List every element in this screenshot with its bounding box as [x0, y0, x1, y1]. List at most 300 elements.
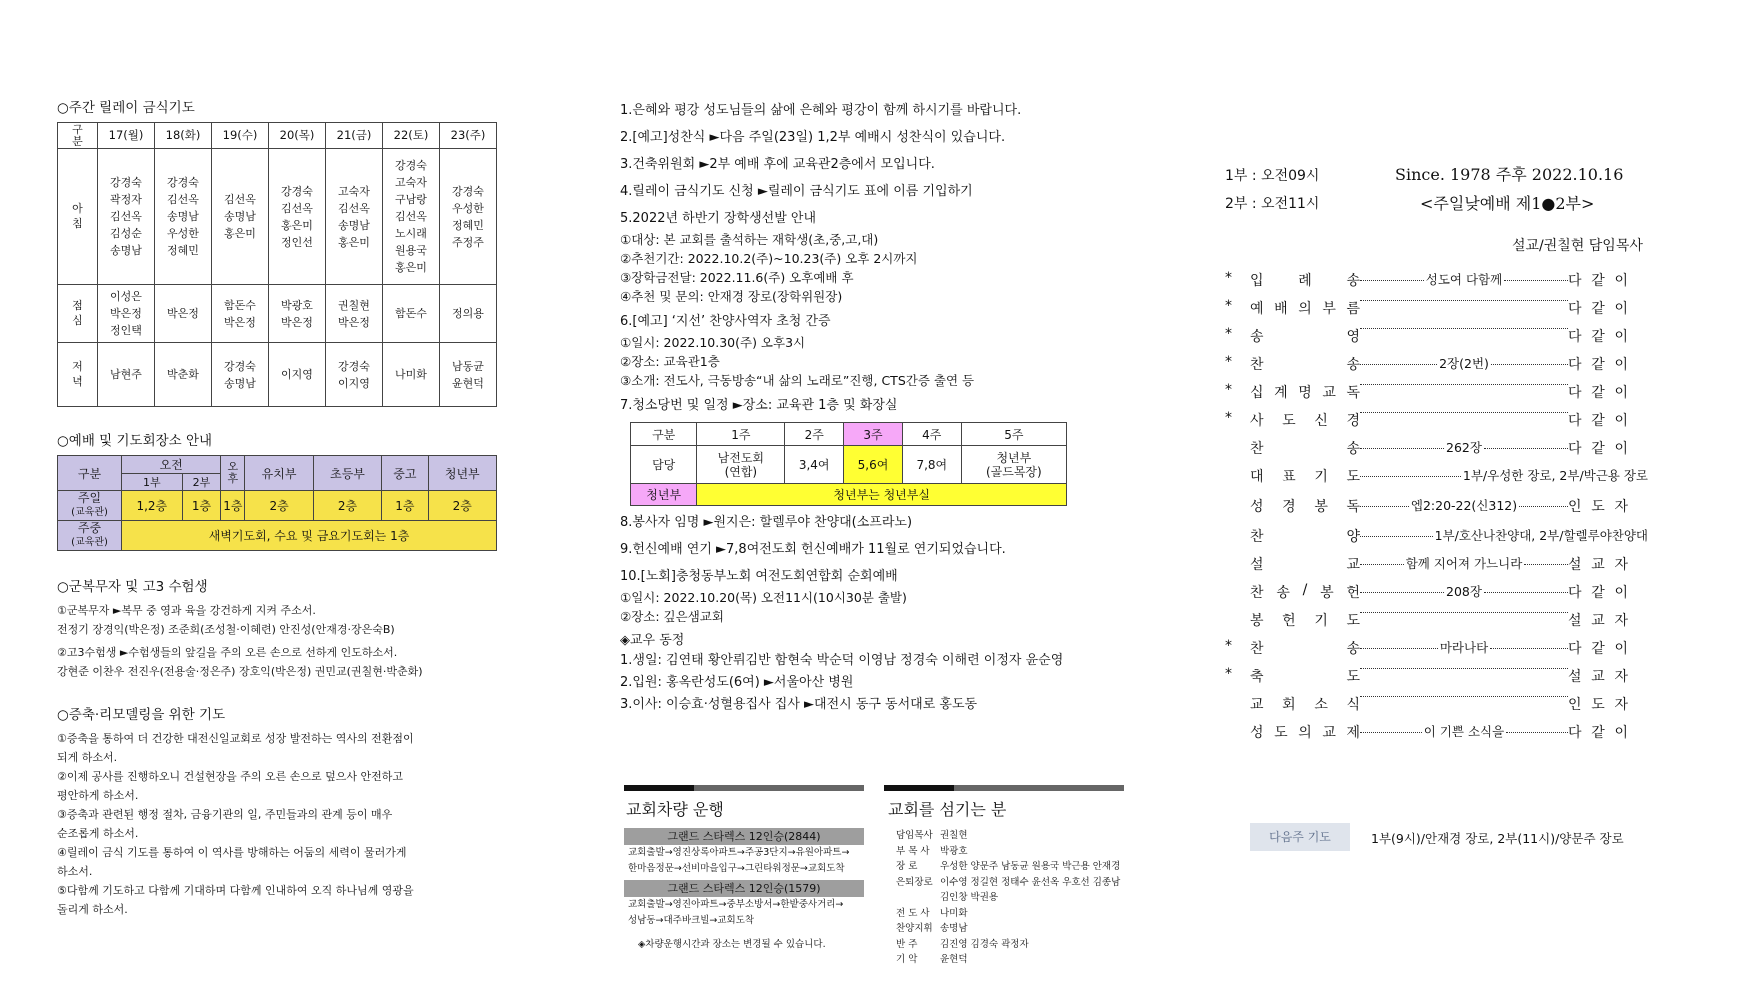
- relay-name: 노시래: [395, 227, 427, 240]
- relay-cell: [383, 285, 440, 343]
- car-section: [624, 785, 864, 953]
- relay-cell: [326, 285, 383, 343]
- remodel-line: 순조롭게 하소서.: [57, 827, 139, 840]
- relay-cell: [440, 149, 497, 285]
- next-week-prayer-label: 다음주 기도: [1250, 823, 1350, 851]
- relay-cell: [212, 285, 269, 343]
- notice-text: 6.[예고] ‘지선’ 찬양사역자 초청 간증: [620, 314, 831, 329]
- order-dots: [1358, 298, 1570, 301]
- order-leader: 다 같 이: [1568, 585, 1628, 601]
- clean-youth-label: 청년부: [631, 484, 697, 506]
- relay-cell: [155, 343, 212, 407]
- order-dots: [1358, 582, 1570, 600]
- member-title: ◈교우 동정: [620, 633, 685, 648]
- clean-head: 1주: [697, 423, 785, 446]
- order-name: 성 경 봉 독: [1250, 499, 1360, 515]
- relay-name: 송명남: [224, 376, 256, 390]
- staff-names: 송명남: [940, 923, 968, 934]
- relay-cell: [155, 285, 212, 343]
- relay-cell: [212, 149, 269, 285]
- clean-head: 5주: [961, 423, 1066, 446]
- route2-line: 교회출발→영진아파트→중부소방서→한밭중사거리→: [628, 899, 844, 910]
- order-leader: 다 같 이: [1568, 641, 1628, 657]
- order-name: 사 도 신 경: [1250, 413, 1360, 429]
- wor-bu2: 2부: [182, 474, 221, 491]
- relay-name: 강경숙: [167, 176, 199, 189]
- clean-cell: 7,8여: [902, 446, 961, 484]
- notice-item: [620, 539, 1120, 561]
- order-leader: 인 도 자: [1568, 499, 1628, 515]
- relay-name: 송명남: [224, 210, 256, 223]
- relay-name: 정의용: [452, 307, 484, 320]
- service-time-2: 2부 : 오전11시: [1225, 196, 1320, 212]
- clean-head-highlight: 3주: [844, 423, 903, 446]
- staff-names: 이수영 정길현 정태수 윤선옥 우호선 김종남: [940, 876, 1121, 888]
- asterisk: *: [1225, 638, 1232, 654]
- relay-name: 김선옥: [110, 210, 142, 223]
- staff-names: 김진영 김경숙 곽정자: [940, 938, 1029, 950]
- order-leader: 인 도 자: [1568, 697, 1628, 713]
- wor-row2-text: 새벽기도회, 수요 및 금요기도회는 1층: [122, 521, 497, 551]
- soldier-title: ○군복무자 및 고3 수험생: [57, 579, 208, 595]
- order-dots: [1358, 610, 1570, 613]
- order-row: [1225, 410, 1655, 432]
- notice-sub: ③장학금전달: 2022.11.6(주) 오후예배 후: [620, 270, 854, 285]
- order-name: 예 배 의 부 름: [1250, 301, 1360, 317]
- relay-name: 홍은미: [338, 235, 370, 249]
- staff-row: [896, 937, 1124, 953]
- relay-cell: [383, 343, 440, 407]
- order-dots: [1358, 666, 1570, 669]
- remodel-title: ○증축·리모델링을 위한 기도: [57, 707, 226, 723]
- order-dots: [1358, 722, 1570, 740]
- notice-item: [620, 181, 1120, 203]
- staff-role: 담임목사: [896, 830, 933, 841]
- relay-name: 박은정: [338, 315, 370, 329]
- staff-row: [896, 828, 1124, 844]
- relay-cell: [269, 285, 326, 343]
- relay-cell: [98, 149, 155, 285]
- relay-name: 강경숙: [224, 359, 256, 373]
- relay-name: 원용국: [395, 244, 427, 257]
- relay-name: 김선옥: [281, 201, 313, 215]
- middle-panel: [620, 100, 1120, 716]
- notice-sub: ②추천기간: 2022.10.2(주)~10.23(주) 오후 2시까지: [620, 251, 918, 266]
- order-leader: 설 교 자: [1568, 669, 1628, 685]
- relay-cell: [440, 343, 497, 407]
- relay-name: 박춘화: [167, 368, 199, 381]
- wor-ohu: 오후: [221, 456, 245, 491]
- order-name: 봉 헌 기 도: [1250, 613, 1360, 629]
- notice-text: 3.건축위원회 ►2부 예배 후에 교육관2층에서 모입니다.: [620, 157, 935, 172]
- order-row: [1225, 526, 1655, 548]
- order-row: [1225, 694, 1655, 716]
- relay-day-header: 21(금): [326, 123, 383, 149]
- relay-name: 홍은미: [224, 227, 256, 240]
- staff-title: 교회를 섬기는 분: [888, 800, 1007, 819]
- relay-name: 김선옥: [167, 193, 199, 206]
- staff-list: [884, 828, 1124, 968]
- member-line: 3.이사: 이승효·성혈용집사 집사 ►대전시 동구 동서대로 홍도동: [620, 697, 978, 712]
- order-dots: [1358, 382, 1570, 385]
- relay-name: 박은정: [110, 307, 142, 320]
- order-name: 교 회 소 식: [1250, 697, 1360, 713]
- relay-name: 송명남: [110, 244, 142, 257]
- clean-cell-highlight: 5,6여: [844, 446, 903, 484]
- relay-name: 정혜민: [452, 218, 484, 232]
- cleaning-table: [630, 422, 1067, 506]
- notice-text: 5.2022년 하반기 장학생선발 안내: [620, 211, 817, 226]
- notice-item: [620, 154, 1120, 176]
- relay-name: 김선옥: [395, 210, 427, 223]
- relay-day-header: 23(주): [440, 123, 497, 149]
- left-panel: [57, 96, 517, 919]
- relay-name: 고숙자: [338, 184, 370, 198]
- relay-cell: [212, 343, 269, 407]
- order-row: [1225, 438, 1655, 460]
- staff-bar: [884, 785, 1124, 791]
- order-detail: 이 기쁜 소식을: [1423, 724, 1505, 739]
- relay-name: 송명남: [167, 210, 199, 223]
- notice-text: 10.[노회]충청동부노회 여전도회연합회 순회예배: [620, 569, 898, 584]
- wor-cheongnyeon: 청년부: [428, 456, 497, 491]
- relay-cell: [98, 343, 155, 407]
- order-name: 송 영: [1250, 329, 1360, 345]
- soldier-line: ①군복무자 ►복무 중 영과 육을 강건하게 지켜 주소서.: [57, 604, 316, 617]
- relay-day-header: 18(화): [155, 123, 212, 149]
- wor-cell: 1층: [382, 491, 428, 521]
- notice-list: [620, 100, 1120, 417]
- notice-text: 8.봉사자 임명 ►원지은: 할렐루야 찬양대(소프라노): [620, 515, 913, 530]
- staff-row: [896, 844, 1124, 860]
- order-leader: 다 같 이: [1568, 273, 1628, 289]
- remodel-list: [57, 729, 517, 919]
- order-detail: 2장(2번): [1439, 356, 1489, 371]
- relay-name: 홍은미: [395, 261, 427, 274]
- notice-text: 7.청소당번 및 일정 ►장소: 교육관 1층 및 화장실: [620, 398, 898, 413]
- order-name: 축 도: [1250, 669, 1360, 685]
- order-dots: [1358, 638, 1570, 656]
- staff-row: [896, 921, 1124, 937]
- notice-text: 1.은혜와 평강 성도님들의 삶에 은혜와 평강이 함께 하시기를 바랍니다.: [620, 103, 1022, 118]
- order-dots: [1358, 554, 1570, 572]
- asterisk: *: [1225, 298, 1232, 314]
- clean-row-label: 담당: [631, 446, 697, 484]
- notice-list-2: [620, 512, 1120, 626]
- car2-label: 그랜드 스타렉스 12인승(1579): [624, 880, 864, 897]
- order-row: [1225, 496, 1655, 518]
- route1-line: 한마음정문→선비마을입구→그린타워정문→교회도착: [628, 863, 845, 874]
- staff-names: 김인창 박권용: [940, 892, 999, 903]
- relay-name: 박은정: [167, 307, 199, 320]
- order-row: [1225, 354, 1655, 376]
- relay-name: 권칠현: [338, 298, 370, 312]
- relay-name: 남동균: [452, 359, 484, 373]
- relay-name: 이지영: [281, 368, 313, 381]
- order-detail: 208장: [1446, 584, 1482, 599]
- order-name: 찬 송: [1250, 641, 1360, 657]
- asterisk: *: [1225, 270, 1232, 286]
- order-leader: 다 같 이: [1568, 385, 1628, 401]
- relay-cell: [383, 149, 440, 285]
- order-dots: [1358, 326, 1570, 329]
- order-dots: [1358, 526, 1648, 544]
- order-leader: 다 같 이: [1568, 357, 1628, 373]
- wor-chodeung: 초등부: [313, 456, 381, 491]
- order-detail: 마라나타: [1439, 640, 1489, 655]
- notice-sub: ④추천 및 문의: 안재경 장로(장학위원장): [620, 289, 843, 304]
- relay-name: 김성순: [110, 227, 142, 240]
- relay-name: 구남랑: [395, 193, 427, 206]
- relay-day-header: 17(월): [98, 123, 155, 149]
- relay-cell: [269, 149, 326, 285]
- relay-cell: [326, 343, 383, 407]
- remodel-line: ③증축과 관련된 행정 절차, 금융기관의 일, 주민들과의 관계 등이 매우: [57, 808, 393, 821]
- preacher: 설교/권칠현 담임목사: [1512, 238, 1643, 254]
- relay-name: 우성한: [452, 201, 484, 215]
- order-detail: 1부/호산나찬양대, 2부/할렐루야찬양대: [1434, 528, 1648, 543]
- notice-item: [620, 100, 1120, 122]
- notice-item: [620, 512, 1120, 534]
- relay-day-header: 19(수): [212, 123, 269, 149]
- relay-name: 강경숙: [281, 184, 313, 198]
- order-leader: 다 같 이: [1568, 413, 1628, 429]
- relay-name: 고숙자: [395, 176, 427, 189]
- wor-cell: 2층: [313, 491, 381, 521]
- soldier-line: ②고3수험생 ►수험생들의 앞길을 주의 오른 손으로 선하게 인도하소서.: [57, 646, 398, 659]
- order-dots: [1358, 354, 1570, 372]
- order-name: 찬 송 / 봉 헌: [1250, 582, 1360, 601]
- member-line: 1.생일: 김연태 황안뤼김반 함현숙 박순덕 이영남 정경숙 이해련 이정자 윤순영: [620, 653, 1064, 668]
- worship-table: [57, 455, 497, 551]
- order-row: [1225, 554, 1655, 576]
- relay-table: [57, 122, 497, 407]
- order-name: 찬 송: [1250, 357, 1360, 373]
- remodel-line: 하소서.: [57, 865, 93, 878]
- relay-cell: [155, 149, 212, 285]
- relay-name: 강경숙: [338, 359, 370, 373]
- order-row: [1225, 722, 1655, 744]
- car1-label: 그랜드 스타렉스 12인승(2844): [624, 828, 864, 845]
- remodel-line: ①증축을 통하여 더 건강한 대전신일교회로 성장 발전하는 역사의 전환점이: [57, 732, 414, 745]
- staff-role: 은퇴장로: [896, 876, 933, 888]
- relay-name: 박은정: [281, 315, 313, 329]
- order-name: 십 계 명 교 독: [1250, 385, 1360, 401]
- relay-name: 박은정: [224, 315, 256, 329]
- wor-cell: 1층: [221, 491, 245, 521]
- order-name: 대 표 기 도: [1250, 469, 1360, 485]
- staff-section: [884, 785, 1124, 968]
- wor-cell: 2층: [428, 491, 497, 521]
- notice-item: [620, 208, 1120, 306]
- relay-name: 우성한: [167, 227, 199, 240]
- order-dots: [1358, 410, 1570, 413]
- wor-cell: 2층: [245, 491, 313, 521]
- staff-row: [896, 875, 1124, 891]
- notice-sub: ①일시: 2022.10.20(목) 오전11시(10시30분 출발): [620, 590, 907, 605]
- order-detail: 262장: [1446, 440, 1482, 455]
- relay-name: 홍은미: [281, 218, 313, 232]
- notice-sub: ②장소: 깊은샘교회: [620, 609, 724, 624]
- wor-cell: 1,2층: [122, 491, 183, 521]
- soldier-line: 강현준 이찬우 전진우(전용술·정은주) 장호익(박은정) 권민교(권칠현·박춘화): [57, 665, 423, 678]
- order-name: 설 교: [1250, 557, 1360, 573]
- order-row: [1225, 582, 1655, 604]
- car-note: ◈차량운행시간과 장소는 변경될 수 있습니다.: [638, 939, 826, 950]
- clean-cell: 남전도회 (연합): [697, 446, 785, 484]
- remodel-line: ②이제 공사를 진행하오니 건설현장을 주의 오른 손으로 덮으사 안전하고: [57, 770, 403, 783]
- relay-name: 강경숙: [110, 176, 142, 189]
- since-date: Since. 1978 주후 2022.10.16: [1395, 165, 1624, 184]
- order-row: [1225, 466, 1655, 488]
- order-of-service: [1225, 270, 1655, 790]
- order-row: [1225, 326, 1655, 348]
- remodel-line: ⑤다함께 기도하고 다함께 기대하며 다함께 인내하여 오직 하나님께 영광을: [57, 884, 414, 897]
- order-leader: 설 교 자: [1568, 557, 1628, 573]
- remodel-line: 되게 하소서.: [57, 751, 118, 764]
- relay-name: 남현주: [110, 368, 142, 381]
- service-title: <주일낮예배 제1●2부>: [1420, 194, 1595, 213]
- relay-gubun-header: 구분: [58, 123, 98, 149]
- order-detail: 성도여 다함께: [1425, 272, 1503, 287]
- relay-name: 이성은: [110, 290, 142, 303]
- wor-bu1: 1부: [122, 474, 183, 491]
- relay-cell: [269, 343, 326, 407]
- order-row: [1225, 666, 1655, 688]
- relay-cell: [98, 285, 155, 343]
- next-week-prayer-text: 1부(9시)/안재경 장로, 2부(11시)/양문주 장로: [1371, 831, 1624, 846]
- order-name: 찬 송: [1250, 441, 1360, 457]
- order-leader: 다 같 이: [1568, 329, 1628, 345]
- soldier-list: [57, 601, 517, 681]
- relay-name: 정인선: [281, 235, 313, 249]
- relay-name: 함돈수: [395, 307, 427, 320]
- relay-slot-label: 저녁: [58, 343, 98, 407]
- order-row: [1225, 610, 1655, 632]
- relay-name: 윤현덕: [452, 376, 484, 390]
- staff-role: 부 목 사: [896, 845, 930, 857]
- notice-item: [620, 127, 1120, 149]
- relay-day-header: 22(토): [383, 123, 440, 149]
- wor-row1-label: 주일 (교육관): [58, 491, 122, 521]
- staff-row: [896, 952, 1124, 968]
- clean-head: 4주: [902, 423, 961, 446]
- staff-row: [896, 859, 1124, 875]
- relay-name: 이지영: [338, 376, 370, 390]
- remodel-line: 돌리게 하소서.: [57, 903, 128, 916]
- remodel-line: 평안하게 하소서.: [57, 789, 139, 802]
- notice-sub: ②장소: 교육관1층: [620, 354, 720, 369]
- order-leader: 다 같 이: [1568, 301, 1628, 317]
- order-row: [1225, 382, 1655, 404]
- asterisk: *: [1225, 382, 1232, 398]
- relay-name: 정인택: [110, 324, 142, 337]
- notice-sub: ③소개: 전도사, 극동방송“내 삶의 노래로”진행, CTS간증 출연 등: [620, 373, 975, 388]
- staff-names: 나미화: [940, 907, 968, 919]
- car-bar: [624, 785, 864, 791]
- clean-cell: 청년부 (골드목장): [961, 446, 1066, 484]
- clean-cell: 3,4여: [785, 446, 844, 484]
- clean-youth-text: 청년부는 청년부실: [697, 484, 1067, 506]
- wor-junggo: 중고: [382, 456, 428, 491]
- relay-name: 함돈수: [224, 298, 256, 312]
- order-leader: 다 같 이: [1568, 441, 1628, 457]
- order-name: 찬 양: [1250, 529, 1360, 545]
- relay-slot-label: 점심: [58, 285, 98, 343]
- relay-name: 곽정자: [110, 193, 142, 206]
- staff-row: [896, 906, 1124, 922]
- remodel-line: ④릴레이 금식 기도를 통하여 이 역사를 방해하는 어둠의 세력이 물러가게: [57, 846, 407, 859]
- service-time-1: 1부 : 오전09시: [1225, 168, 1320, 184]
- relay-cell: [326, 149, 383, 285]
- staff-names: 박광호: [940, 845, 968, 857]
- relay-title: ○주간 릴레이 금식기도: [57, 100, 195, 116]
- order-leader: 설 교 자: [1568, 613, 1628, 629]
- relay-name: 나미화: [395, 368, 427, 381]
- relay-name: 정혜민: [167, 244, 199, 257]
- notice-text: 9.헌신예배 연기 ►7,8여전도회 헌신예배가 11월로 연기되었습니다.: [620, 542, 1006, 557]
- order-dots: [1358, 466, 1648, 484]
- staff-role: 찬양지휘: [896, 923, 933, 934]
- notice-sub: ①일시: 2022.10.30(주) 오후3시: [620, 335, 806, 350]
- notice-item: [620, 311, 1120, 390]
- asterisk: *: [1225, 354, 1232, 370]
- asterisk: *: [1225, 326, 1232, 342]
- order-row: [1225, 298, 1655, 320]
- order-dots: [1358, 496, 1570, 514]
- clean-head: 구분: [631, 423, 697, 446]
- staff-names: 윤현덕: [940, 954, 968, 965]
- order-detail: 함께 지어져 가느니라: [1405, 556, 1523, 571]
- order-row: [1225, 270, 1655, 292]
- relay-name: 박광호: [281, 298, 313, 312]
- notice-item: [620, 566, 1120, 626]
- order-detail: 1부/우성한 장로, 2부/박근용 장로: [1462, 468, 1648, 483]
- relay-name: 주정주: [452, 235, 484, 249]
- staff-names: 우성한 양문주 남동균 원용국 박근용 안재경: [940, 861, 1121, 872]
- order-name: 입 례 송: [1250, 273, 1360, 289]
- order-row: [1225, 638, 1655, 660]
- staff-row: [896, 890, 1124, 906]
- relay-name: 김선옥: [338, 201, 370, 215]
- member-line: 2.입원: 홍옥란성도(6여) ►서울아산 병원: [620, 675, 854, 690]
- order-dots: [1358, 694, 1570, 697]
- staff-role: 장 로: [896, 861, 918, 872]
- asterisk: *: [1225, 666, 1232, 682]
- relay-name: 강경숙: [452, 184, 484, 198]
- notice-text: 4.릴레이 금식기도 신청 ►릴레이 금식기도 표에 이름 기입하기: [620, 184, 973, 199]
- notice-item: [620, 395, 1120, 417]
- staff-names: 권칠현: [940, 830, 968, 841]
- relay-cell: [440, 285, 497, 343]
- wor-yuchi: 유치부: [245, 456, 313, 491]
- order-detail: 엡2:20-22(신312): [1410, 498, 1518, 513]
- relay-name: 김선옥: [224, 193, 256, 206]
- asterisk: *: [1225, 410, 1232, 426]
- wor-gubun: 구분: [58, 456, 122, 491]
- route1-line: 교회출발→영진상록아파트→주공3단지→유원아파트→: [628, 847, 850, 858]
- order-name: 성 도 의 교 제: [1250, 725, 1360, 741]
- relay-day-header: 20(목): [269, 123, 326, 149]
- notice-sub: ①대상: 본 교회를 출석하는 재학생(초,중,고,대): [620, 232, 879, 247]
- relay-name: 강경숙: [395, 159, 427, 172]
- clean-head: 2주: [785, 423, 844, 446]
- member-list: [620, 650, 1120, 716]
- wor-ojeon: 오전: [122, 456, 221, 474]
- order-dots: [1358, 438, 1570, 456]
- soldier-line: 전정기 장경익(박은정) 조준희(조성철·이혜련) 안진성(안재경·장은숙B): [57, 623, 395, 636]
- wor-cell: 1층: [182, 491, 221, 521]
